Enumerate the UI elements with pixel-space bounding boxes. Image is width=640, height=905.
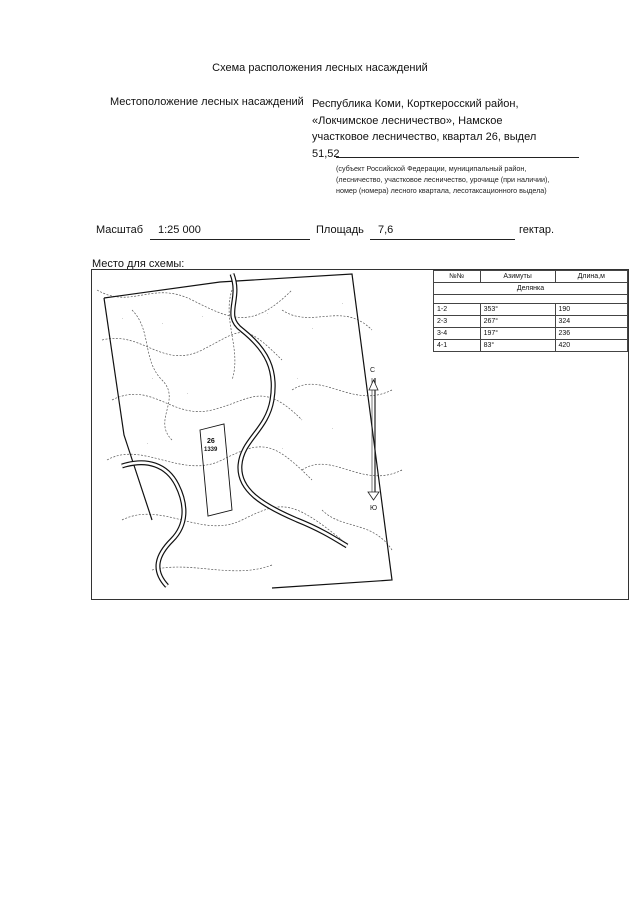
table-header-cell: №№ xyxy=(434,271,481,283)
location-note-line: (лесничество, участковое лесничество, урочище (при наличии), xyxy=(336,175,550,184)
length-cell: 236 xyxy=(555,328,627,340)
svg-text:·: · xyxy=(162,321,164,326)
table-gap-row xyxy=(434,295,628,304)
length-cell: 324 xyxy=(555,316,627,328)
table-header-row xyxy=(434,271,628,283)
table-group-row xyxy=(434,283,628,295)
table-group-cell: Делянка xyxy=(434,283,628,295)
scale-label: Масштаб xyxy=(96,224,144,236)
location-label: Местоположение лесных насаждений xyxy=(110,96,304,108)
table-row xyxy=(434,340,628,352)
table-header-cell: Длина,м xyxy=(555,271,627,283)
compartment-marks xyxy=(122,301,344,451)
svg-text:·: · xyxy=(122,316,124,321)
contour-lines xyxy=(97,290,402,571)
area-label: Площадь xyxy=(316,224,364,236)
svg-text:·: · xyxy=(297,376,299,381)
table-row xyxy=(434,316,628,328)
table-gap-cell xyxy=(434,295,628,304)
azimuth-table xyxy=(433,270,628,352)
location-line: Республика Коми, Корткеросский район, xyxy=(312,98,519,110)
location-note-line: номер (номера) лесного квартала, лесотаксационного выдела) xyxy=(336,186,547,195)
svg-text:·: · xyxy=(282,446,284,451)
location-note xyxy=(336,163,596,196)
segment-cell: 2-3 xyxy=(434,316,481,328)
svg-text:·: · xyxy=(187,391,189,396)
area-unit: гектар. xyxy=(519,224,555,236)
svg-text:·: · xyxy=(202,314,204,319)
length-cell: 190 xyxy=(555,304,627,316)
quarter-boundary xyxy=(104,274,392,588)
svg-text:·: · xyxy=(342,301,344,306)
table-row xyxy=(434,328,628,340)
table-row xyxy=(434,304,628,316)
area-value: 7,6 xyxy=(378,224,394,236)
svg-text:·: · xyxy=(147,441,149,446)
length-cell: 420 xyxy=(555,340,627,352)
location-text xyxy=(312,96,582,162)
location-underline xyxy=(336,157,579,158)
segment-cell: 1-2 xyxy=(434,304,481,316)
azimuth-cell: 267° xyxy=(480,316,555,328)
scheme-label: Место для схемы: xyxy=(92,258,185,270)
location-line: 51,52 xyxy=(312,147,340,160)
svg-text:·: · xyxy=(332,426,334,431)
scale-value: 1:25 000 xyxy=(158,224,201,236)
scale-underline xyxy=(150,239,310,240)
compass-north-label: С xyxy=(370,367,376,374)
forest-map xyxy=(92,270,433,599)
azimuth-cell: 197° xyxy=(480,328,555,340)
azimuth-cell: 353° xyxy=(480,304,555,316)
svg-text:·: · xyxy=(267,311,269,316)
table-header-cell: Азимуты xyxy=(480,271,555,283)
quarter-number: 26 xyxy=(207,438,215,445)
allotment-polygon xyxy=(200,424,232,516)
river-inner xyxy=(122,274,347,586)
location-note-line: (субъект Российской Федерации, муниципальный район, xyxy=(336,164,527,173)
svg-text:·: · xyxy=(312,326,314,331)
area-underline xyxy=(370,239,515,240)
location-line: участковое лесничество, квартал 26, выдел xyxy=(312,131,537,143)
svg-text:·: · xyxy=(152,376,154,381)
azimuth-cell: 83° xyxy=(480,340,555,352)
segment-cell: 4-1 xyxy=(434,340,481,352)
azimuth-table-wrap xyxy=(433,270,628,352)
quarter-sub-number: 1339 xyxy=(204,447,218,453)
location-line: «Локчимское лесничество», Намское xyxy=(312,114,503,127)
segment-cell: 3-4 xyxy=(434,328,481,340)
page-title: Схема расположения лесных насаждений xyxy=(212,62,428,74)
compass-south-label: Ю xyxy=(370,505,378,512)
